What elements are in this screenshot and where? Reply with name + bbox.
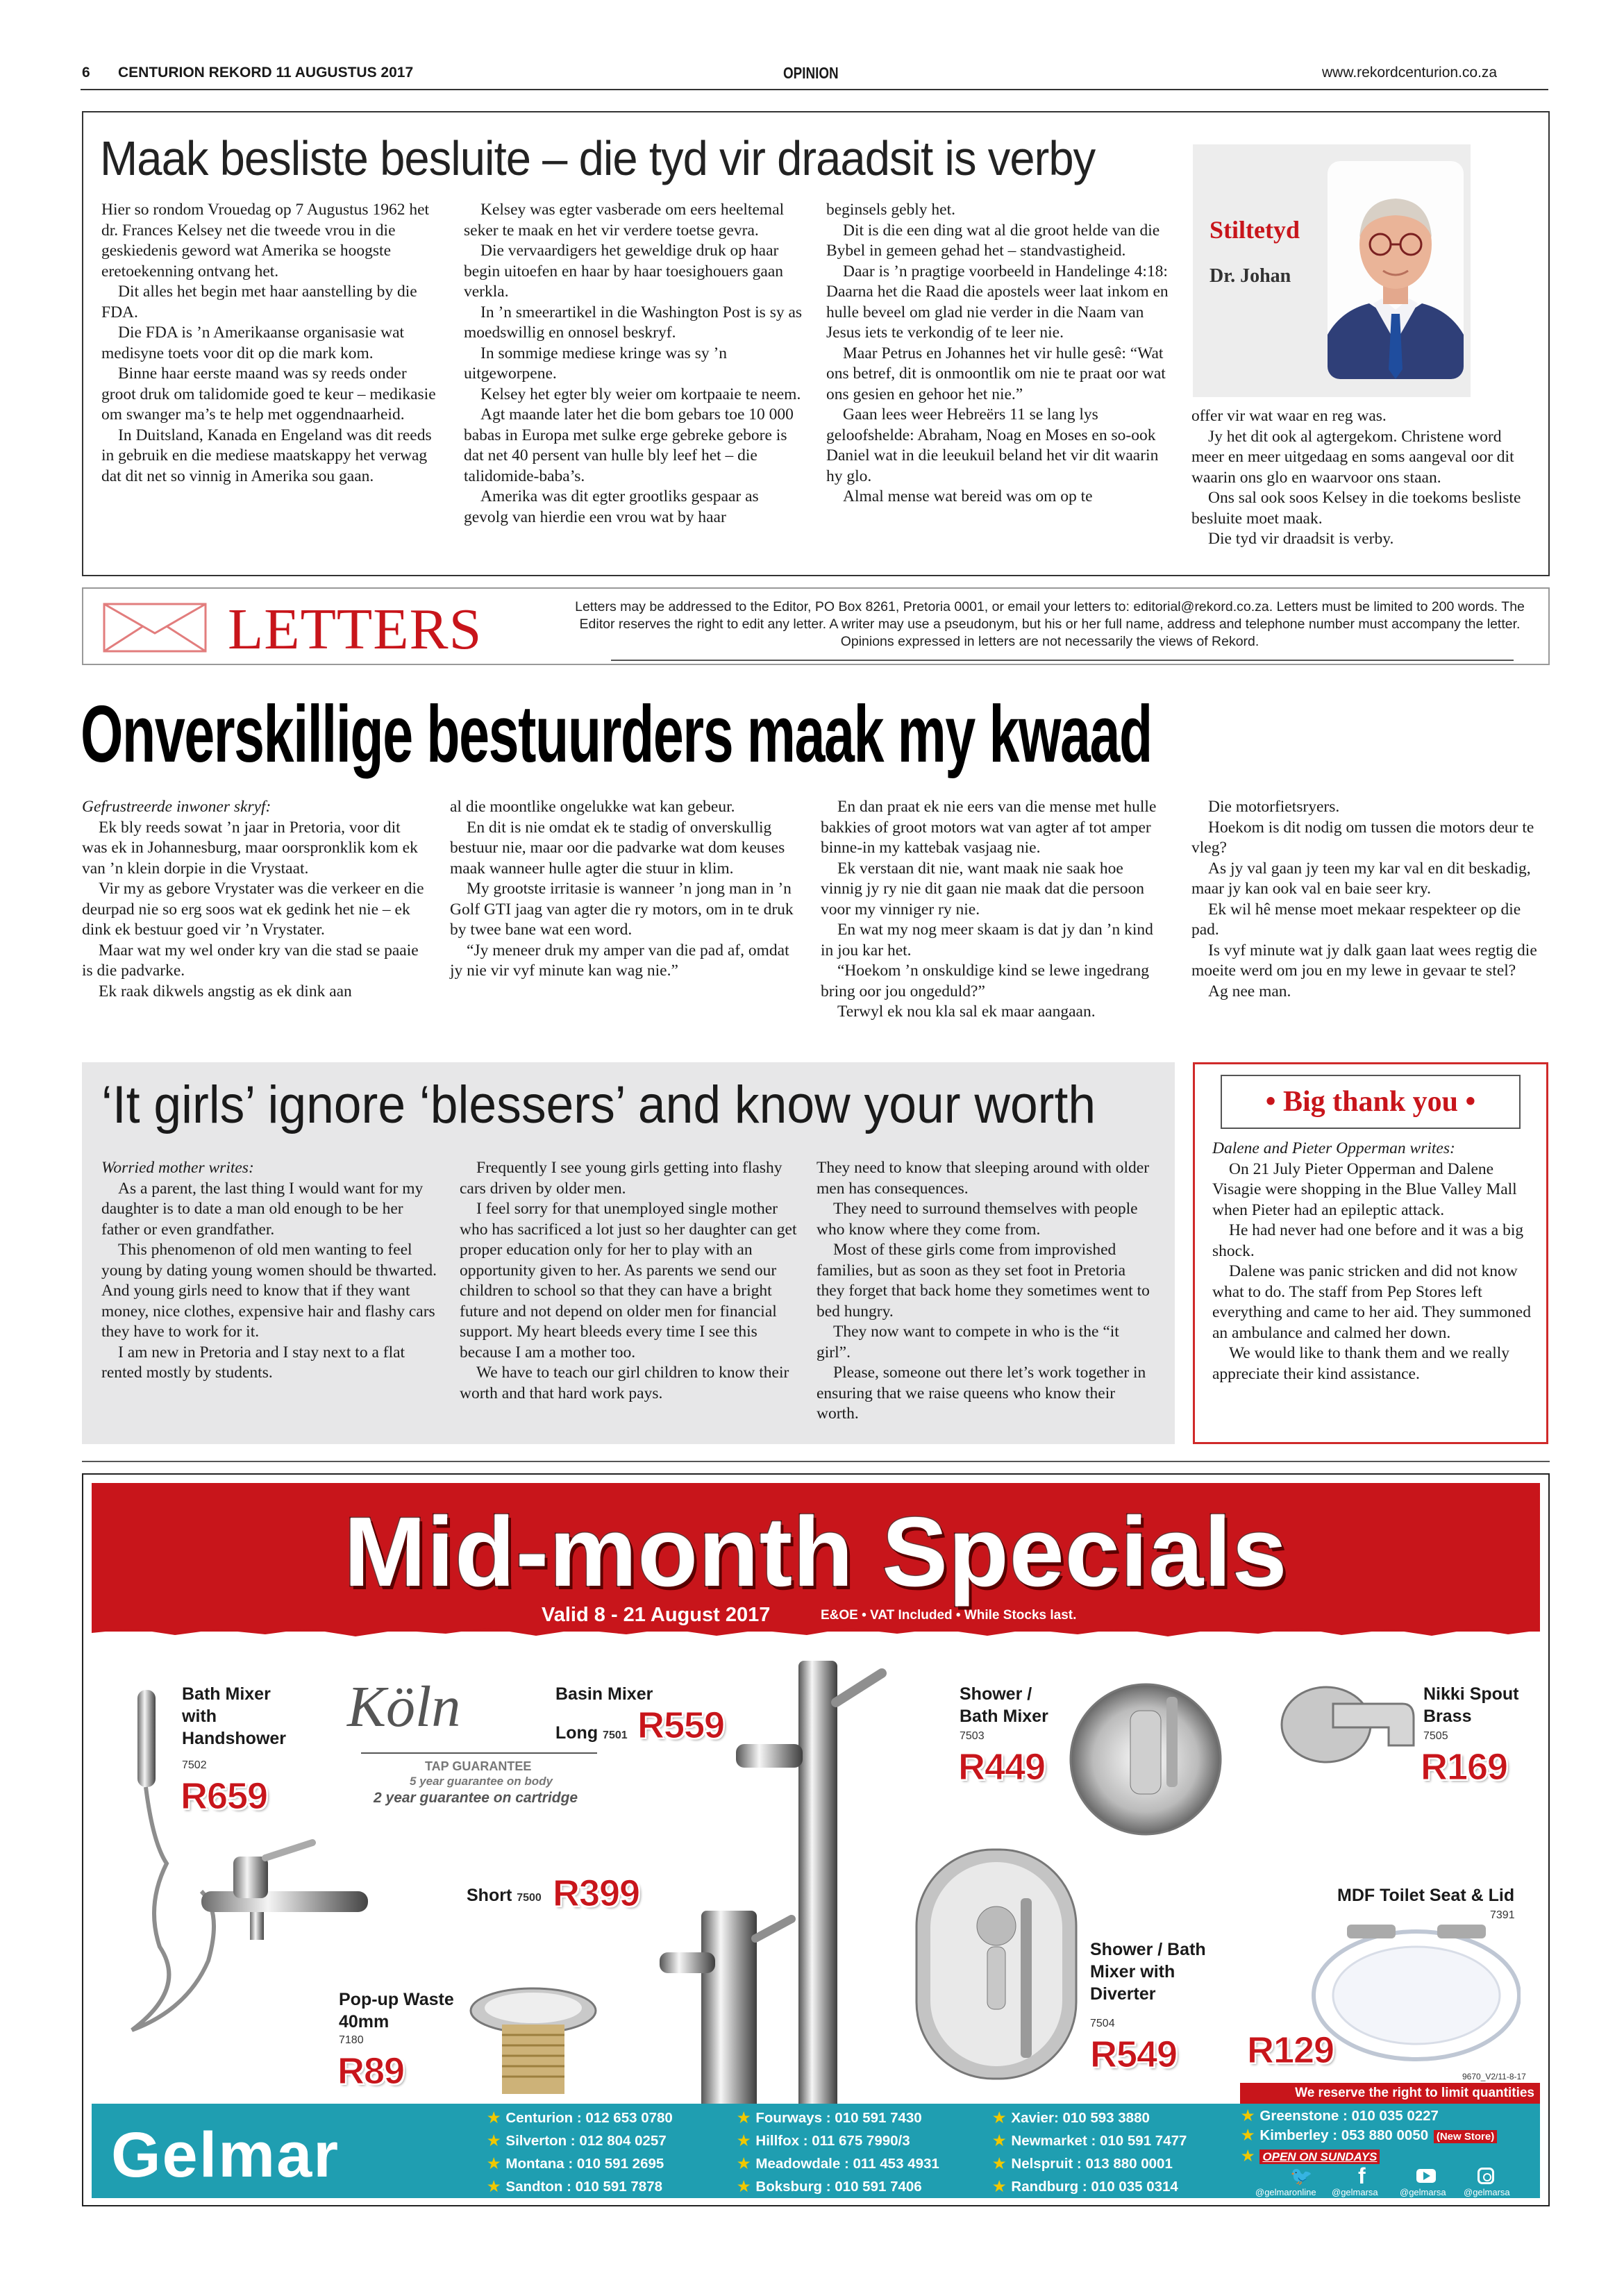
store-item: ★ Montana : 010 591 2695 — [487, 2156, 664, 2172]
koln-logo: Köln — [347, 1675, 461, 1739]
columnist-name: Dr. Johan — [1209, 265, 1291, 287]
bath-mixer-code: 7502 — [182, 1759, 207, 1771]
ad-ref-code: 9670_V2/11-8-17 — [1462, 2072, 1526, 2081]
ad-headline: Mid-month Specials — [344, 1497, 1288, 1607]
store-item: ★ Fourways : 010 591 7430 — [737, 2110, 922, 2126]
shower-diverter-price: R549 — [1090, 2034, 1178, 2075]
column-title: Maak besliste besluite – die tyd vir draadsit is verby — [100, 131, 1096, 185]
stores-col2 — [737, 2106, 939, 2198]
column-text-col3: beginsels gebly het. Dit is die een ding wat al die groot helde van die Bybel in gemeen gehad het – standvastigheid. Daar is ’n pragtige voorbeeld in Handelinge 4:18: Daarna het die Raad die apostels weer laat inkom en hulle beveel om glad nie verder in die Naam van Jesus iets te verkondig of te leer nie. Maar Petrus en Johannes het vir hulle gesê: “Wat ons betref, dit is onmoontlik om nie te praat oor wat ons gesien en gehoor het nie.” Gaan lees weer Hebreërs 11 se lang lys geloofshelde: Abraham, Noag en Moses en so-ook Daniel wat in die leeukuil beland het vir dit waarin hy glo. Almal mense wat bereid was om op te — [826, 201, 1169, 505]
ad-frame — [82, 1473, 1550, 2206]
shower-bath-name: Shower / Bath Mixer — [960, 1684, 1048, 1726]
bath-mixer-name: Bath Mixer with Handshower — [182, 1684, 287, 1748]
star-icon: ★ — [487, 2110, 501, 2126]
ad-terms: E&OE • VAT Included • While Stocks last. — [821, 1608, 1077, 1623]
store-item: ★ Greenstone : 010 035 0227 — [1241, 2108, 1439, 2124]
letter1-col4: Die motorfietsryers. Hoekom is dit nodig om tussen die motors deur te vleg? As jy val gaan jy teen my kar val en dit beskadig, maar jy kan ook val en baie seer kry. Ek wil hê mense moet mekaar respekteer op die pad. Is vyf minute wat jy dalk gaan laat wees regtig die moeite werd om jou en my lewe in gevaar te stel? Ag nee man. — [1191, 798, 1537, 1000]
toilet-seat-image — [1305, 1919, 1521, 2079]
letter2-col1: Worried mother writes: As a parent, the last thing I would want for my daughter is to date a man old enough to be her father or even grandfather. This phenomenon of old men wanting to feel young by dating young women should be thwarted. And young girls need to know that if they want money, nice clothes, expensive hair and flashy cars they have to work for it. I am new in Pretoria and I stay next to a flat rented mostly by students. — [101, 1159, 437, 1382]
star-icon: ★ — [993, 2156, 1006, 2172]
open-sundays: ★ OPEN ON SUNDAYS — [1241, 2147, 1497, 2167]
star-icon: ★ — [737, 2110, 751, 2126]
instagram-icon[interactable] — [1477, 2168, 1494, 2184]
twitter-icon[interactable]: 🐦 — [1290, 2166, 1313, 2187]
envelope-icon — [103, 603, 207, 656]
guarantee-body: 5 year guarantee on body — [410, 1775, 553, 1788]
basin-mixer-image — [660, 1661, 903, 2154]
letters-title: LETTERS — [228, 597, 483, 662]
popup-waste-name: Pop-up Waste 40mm — [339, 1990, 454, 2031]
store-item: ★ Xavier: 010 593 3880 — [993, 2110, 1150, 2126]
shower-diverter-image — [910, 1843, 1090, 2093]
star-icon: ★ — [993, 2179, 1006, 2195]
store-item: ★ Randburg : 010 035 0314 — [993, 2179, 1178, 2195]
thank-you-title-box — [1221, 1075, 1521, 1129]
limit-notice: We reserve the right to limit quantities — [1295, 2086, 1534, 2100]
social-handle-facebook[interactable]: @gelmarsa — [1332, 2187, 1378, 2197]
nikki-spout-name: Nikki Spout Brass — [1423, 1684, 1519, 1726]
stores-col3 — [993, 2106, 1187, 2198]
thank-you-text: Dalene and Pieter Opperman writes: On 21 July Pieter Opperman and Dalene Visagie were shopping in the Blue Valley Mall when Pieter had an epileptic attack. He had never had one before and it was a big shock. Dalene was panic stricken and did not know what to do. The staff from Pep Stores left everything and came to her aid. They summoned an ambulance and calmed her down. We would like to thank them and we really appreciate their kind assistance. — [1212, 1139, 1531, 1383]
basin-short-label — [467, 1884, 542, 1909]
popup-waste-price: R89 — [337, 2050, 405, 2092]
store-item: ★ Kimberley : 053 880 0050 (New Store) — [1241, 2126, 1497, 2147]
social-handle-instagram[interactable]: @gelmarsa — [1464, 2187, 1510, 2197]
letters-underline — [611, 660, 1514, 661]
guarantee-cartridge: 2 year guarantee on cartridge — [374, 1790, 578, 1806]
store-item: ★ Centurion : 012 653 0780 — [487, 2110, 673, 2126]
new-store-badge: (New Store) — [1434, 2130, 1497, 2143]
store-item: ★ Sandton : 010 591 7878 — [487, 2179, 663, 2195]
shower-bath-image — [1062, 1669, 1243, 1843]
star-icon: ★ — [993, 2110, 1006, 2126]
page-number: 6 — [82, 65, 90, 81]
basin-short-variant: Short — [467, 1886, 512, 1905]
ad-validity: Valid 8 - 21 August 2017 — [542, 1604, 771, 1626]
store-item: ★ Meadowdale : 011 453 4931 — [737, 2156, 939, 2172]
gelmar-logo: Gelmar — [111, 2120, 340, 2190]
basin-short-price: R399 — [553, 1872, 640, 1914]
column-text-col4: offer vir wat waar en reg was. Jy het dit ook al agtergekom. Christene word meer en meer uitgedaag en soms aangeval oor dit waarin ons glo en waarvoor ons staan. Ons sal ook soos Kelsey in die toekoms besliste besluite moet maak. Die tyd vir draadsit is verby. — [1191, 407, 1521, 548]
store-item: ★ Boksburg : 010 591 7406 — [737, 2179, 922, 2195]
basin-long-price: R559 — [637, 1704, 725, 1746]
popup-waste-image — [464, 1983, 603, 2101]
star-icon: ★ — [487, 2179, 501, 2195]
store-item: ★ Nelspruit : 013 880 0001 — [993, 2156, 1173, 2172]
nikki-spout-image — [1278, 1676, 1416, 1773]
basin-long-code: 7501 — [603, 1729, 628, 1741]
letter2-headline: ‘It girls’ ignore ‘blessers’ and know your worth — [101, 1075, 1096, 1134]
section-divider — [82, 1461, 1550, 1462]
star-icon: ★ — [737, 2156, 751, 2172]
letter2-col3: They need to know that sleeping around with older men has consequences. They need to surround themselves with people who know where they come from. Most of these girls come from improvished families, but as soon as they set foot in Pretoria they forget that back home they sometimes went to bed hungry. They now want to compete in who is the “it girl”. Please, someone out there let’s work together in ensuring that we raise queens who know their worth. — [817, 1159, 1150, 1423]
social-handle-youtube[interactable]: @gelmarsa — [1400, 2187, 1446, 2197]
shower-diverter-name: Shower / Bath Mixer with Diverter — [1090, 1940, 1206, 2004]
star-icon: ★ — [1241, 2148, 1255, 2164]
store-item: ★ Silverton : 012 804 0257 — [487, 2133, 667, 2149]
basin-short-code: 7500 — [517, 1892, 542, 1904]
website[interactable]: www.rekordcenturion.co.za — [1322, 65, 1498, 81]
letter1-col1: Gefrustreerde inwoner skryf: Ek bly reeds sowat ’n jaar in Pretoria, voor dit was ek in Johannesburg, maar oorspronklik kom ek van ’n klein dorpie in die Vrystaat. Vir my as gebore Vrystater was die verkeer en die deurpad nie so erg soos wat ek gedink het nie – ek dink ek bestuur goed vir ’n Vrystater. Maar wat my wel onder kry van die stad se paaie is die padvarke. Ek raak dikwels angstig as ek dink aan — [82, 798, 424, 1000]
stores-col1 — [487, 2106, 673, 2198]
letter2-col2: Frequently I see young girls getting into flashy cars driven by older men. I feel sorry for that unemployed single mother who has sacrificed a lot just so her daughter can get proper education only for her to play with an opportunity given to her. As parents we send our children to school so that they can have a bright future and not depend on older men for financial support. My heart bleeds every time I see this because I am a mother too. We have to teach our girl children to know their worth and that hard work pays. — [460, 1159, 797, 1402]
star-icon: ★ — [487, 2133, 501, 2149]
column-text-col2: Kelsey was egter vasberade om eers heeltemal seker te maak en het vir verdere toetse gevra. Die vervaardigers het geweldige druk op haar begin uitoefen en haar by haar toesighouers gaan verkla. In ’n smeerartikel in die Washington Post is sy as moedswillig en onnosel beskryf. In sommige mediese kringe was sy ’n uitgeworpene. Kelsey het egter bly weier om kortpaaie te neem. Agt maande later het die bom gebars toe 10 000 babas in Europa met sulke erge gebreke gebore is dat net 40 persent van hulle bly leef het – die talidomide-baba’s. Amerika was dit egter grootliks gespaar as gevolg van hierdie een vrou wat by haar — [464, 201, 803, 526]
youtube-icon[interactable] — [1416, 2169, 1436, 2183]
toilet-seat-price: R129 — [1247, 2029, 1334, 2071]
column-name: Stiltetyd — [1209, 216, 1300, 244]
letter1-headline: Onverskillige bestuurders maak my kwaad — [81, 689, 1152, 779]
letters-notice: Letters may be addressed to the Editor, PO Box 8261, Pretoria 0001, or email your letters to: editorial@rekord.co.za. Letters must be limited to 200 words. The Editor reserves the right to edit any letter. A writer may use a pseudonym, but his or her full name, address and telephone number must accompany the letter. Opinions expressed in letters are not necessarily the views of Rekord. — [575, 599, 1525, 649]
nikki-spout-code: 7505 — [1423, 1730, 1448, 1742]
basin-long-label — [555, 1722, 628, 1747]
store-item: ★ Hillfox : 011 675 7990/3 — [737, 2133, 910, 2149]
star-icon: ★ — [737, 2133, 751, 2149]
basin-long-variant: Long — [555, 1723, 598, 1743]
shower-bath-price: R449 — [958, 1746, 1046, 1788]
bath-mixer-price: R659 — [181, 1775, 268, 1817]
publication-date: CENTURION REKORD 11 AUGUSTUS 2017 — [118, 65, 414, 81]
columnist-photo — [1328, 161, 1464, 379]
star-icon: ★ — [487, 2156, 501, 2172]
social-icons — [1255, 2163, 1533, 2197]
koln-logo-rule — [361, 1752, 597, 1754]
section-name: OPINION — [783, 64, 839, 82]
star-icon: ★ — [1241, 2108, 1255, 2124]
thank-you-title: • Big thank you • — [1265, 1086, 1476, 1118]
letter1-col2: al die moontlike ongelukke wat kan gebeur. En dit is nie omdat ek te stadig of onverskullig bestuur nie, maar oor die padvarke wat dom keuses maak wanneer hulle agter die stuur in klim. My grootste irritasie is wanneer ’n jong man in ’n Golf GTI jaag van agter die ry motors, om in te druk by twee bane wat een word. “Jy meneer druk my amper van die pad af, omdat jy nie vir vyf minute kan wag nie.” — [450, 798, 794, 980]
facebook-icon[interactable]: f — [1358, 2163, 1366, 2188]
letter1-col3: En dan praat ek nie eers van die mense met hulle bakkies of groot motors wat van agter af tot amper binne-in my kattebak vasjaag nie. Ek verstaan dit nie, want maak nie saak hoe vinnig jy ry nie dit gaan nie maak dat die persoon voor my vinniger ry nie. En wat my nog meer skaam is dat jy dan ’n kind in jou kar het. “Hoekom ’n onskuldige kind se lewe ingedrang bring oor jou ongeduld?” Terwyl ek nou kla sal ek maar aangaan. — [821, 798, 1157, 1021]
shower-diverter-code: 7504 — [1090, 2018, 1115, 2029]
star-icon: ★ — [993, 2133, 1006, 2149]
stores-col4 — [1241, 2106, 1497, 2167]
popup-waste-code: 7180 — [339, 2034, 364, 2046]
social-handle-twitter[interactable]: @gelmaronline — [1255, 2187, 1316, 2197]
toilet-seat-code: 7391 — [1490, 1909, 1515, 1921]
toilet-seat-name: MDF Toilet Seat & Lid — [1337, 1886, 1515, 1905]
torn-edge-icon — [92, 1625, 1540, 1640]
guarantee-title: TAP GUARANTEE — [425, 1759, 532, 1773]
basin-mixer-name: Basin Mixer — [555, 1684, 653, 1704]
store-item: ★ Newmarket : 010 591 7477 — [993, 2133, 1187, 2149]
star-icon: ★ — [1241, 2127, 1255, 2143]
star-icon: ★ — [737, 2179, 751, 2195]
header-rule — [81, 89, 1548, 90]
nikki-spout-price: R169 — [1421, 1746, 1508, 1788]
column-text-col1: Hier so rondom Vrouedag op 7 Augustus 1962 het dr. Frances Kelsey net die tweede vrou in die geskiedenis geword wat Amerika se hoogste eretoekenning ontvang het. Dit alles het begin met haar aanstelling by die FDA. Die FDA is ’n Amerikaanse organisasie wat medisyne toets voor dit op die mark kom. Binne haar eerste maand was sy reeds onder groot druk om talidomide goed te keur – medikasie om swanger ma’s te help met oggendnaarheid. In Duitsland, Kanada en Engeland was dit reeds in gebruik en die mediese maatskappy het verwag dat dit net so vinnig in Amerika sou gaan. — [101, 201, 436, 485]
shower-bath-code: 7503 — [960, 1730, 985, 1742]
